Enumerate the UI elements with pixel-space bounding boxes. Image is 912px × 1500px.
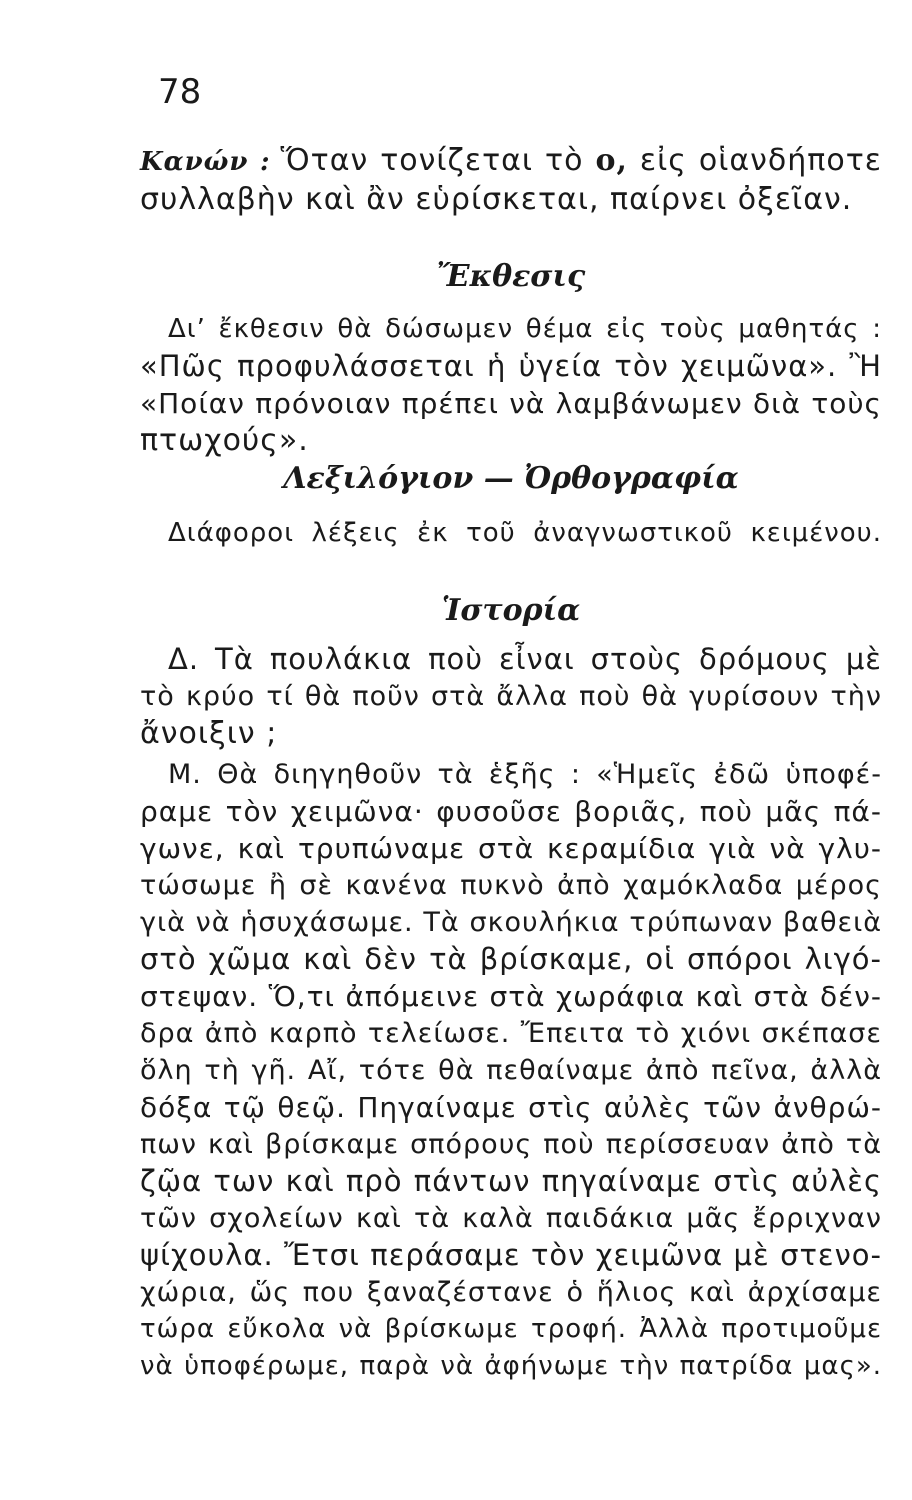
istoria-section [140,592,882,1385]
rule-section [140,142,882,218]
answer-line-13: τῶν σχολείων καὶ τὰ καλὰ παιδάκια μᾶς ἔρριχναν [140,1203,882,1234]
answer-line-2: ραμε τὸν χειμῶνα· φυσοῦσε βοριᾶς, ποὺ μᾶς πά- [140,795,882,828]
answer-line-12: ζῷα των καὶ πρὸ πάντων πηγαίναμε στὶς αὐλὲς [140,1164,882,1198]
answer-line-10: δόξα τῷ θεῷ. Πηγαίναμε στὶς αὐλὲς τῶν ἀνθρώ- [140,1091,882,1124]
answer-line-16: τώρα εὔκολα νὰ βρίσκωμε τροφή. Ἀλλὰ προτιμοῦμε [140,1314,882,1344]
question-line-2: τὸ κρύο τί θὰ ποῦν στὰ ἄλλα ποὺ θὰ γυρίσουν τὴν [140,681,882,712]
rule-line-1-o: ο, [595,143,628,178]
ekthesis-line-1: Δι’ ἔκθεσιν θὰ δώσωμεν θέμα εἰς τοὺς μαθητάς : [168,314,882,344]
answer-line-8: δρα ἀπὸ καρπὸ τελείωσε. Ἔπειτα τὸ χιόνι σκέπασε [140,1018,882,1049]
ekthesis-line-4: πτωχούς». [140,423,309,458]
answer-line-6: στὸ χῶμα καὶ δὲν τὰ βρίσκαμε, οἱ σπόροι λιγό- [140,942,882,976]
answer-line-17: νὰ ὑποφέρωμε, παρὰ νὰ ἀφήνωμε τὴν πατρίδα μας». [140,1351,882,1381]
lexilogio-heading: Λεξιλόγιον — Ὀρθογραφία [283,461,739,496]
rule-line-2: συλλαβὴν καὶ ἂν εὑρίσκεται, παίρνει ὀξεῖαν. [140,182,853,217]
page-number: 78 [158,72,202,112]
answer-line-5: γιὰ νὰ ἡσυχάσωμε. Τὰ σκουλήκια τρύπωναν βαθειὰ [140,907,882,938]
ekthesis-line-2: «Πῶς προφυλάσσεται ἡ ὑγεία τὸν χειμῶνα». Ἢ [140,349,882,383]
answer-line-14: ψίχουλα. Ἔτσι περάσαμε τὸν χειμῶνα μὲ στενο- [140,1238,882,1272]
ekthesis-section [140,258,882,459]
ekthesis-line-3: «Ποίαν πρόνοιαν πρέπει νὰ λαμβάνωμεν διὰ τοὺς [140,387,882,420]
lexilogio-line: Διάφοροι λέξεις ἐκ τοῦ ἀναγνωστικοῦ κειμένου. [168,518,882,548]
answer-line-9: ὅλη τὴ γῆ. Αἴ, τότε θὰ πεθαίναμε ἀπὸ πεῖνα, ἀλλὰ [140,1055,882,1086]
rule-label: Κανών : [140,147,271,177]
question-line-3: ἄνοιξιν ; [140,716,278,751]
answer-line-4: τώσωμε ἢ σὲ κανένα πυκνὸ ἀπὸ χαμόκλαδα μέρος [140,870,882,901]
answer-line-15: χώρια, ὥς που ξαναζέστανε ὁ ἥλιος καὶ ἀρχίσαμε [140,1277,882,1308]
istoria-heading: Ἱστορία [441,593,581,628]
answer-line-3: γωνε, καὶ τρυπώναμε στὰ κεραμίδια γιὰ νὰ γλυ- [140,832,882,865]
answer-line-1: Μ. Θὰ διηγηθοῦν τὰ ἑξῆς : «Ἡμεῖς ἐδῶ ὑποφέ- [168,759,882,790]
ekthesis-heading: Ἔκθεσις [436,259,586,294]
question-line-1: Δ. Τὰ πουλάκια ποὺ εἶναι στοὺς δρόμους μὲ [168,642,882,676]
lexilogio-section [140,460,882,552]
rule-line-1-a: Ὅταν τονίζεται τὸ [280,143,584,178]
rule-line-1 [140,142,882,181]
answer-line-7: στεψαν. Ὅ,τι ἀπόμεινε στὰ χωράφια καὶ στὰ δέν- [140,980,882,1013]
rule-line-1-b: εἰς οἱανδήποτε [639,143,882,178]
answer-line-11: πων καὶ βρίσκαμε σπόρους ποὺ περίσσευαν ἀπὸ τὰ [140,1129,882,1160]
